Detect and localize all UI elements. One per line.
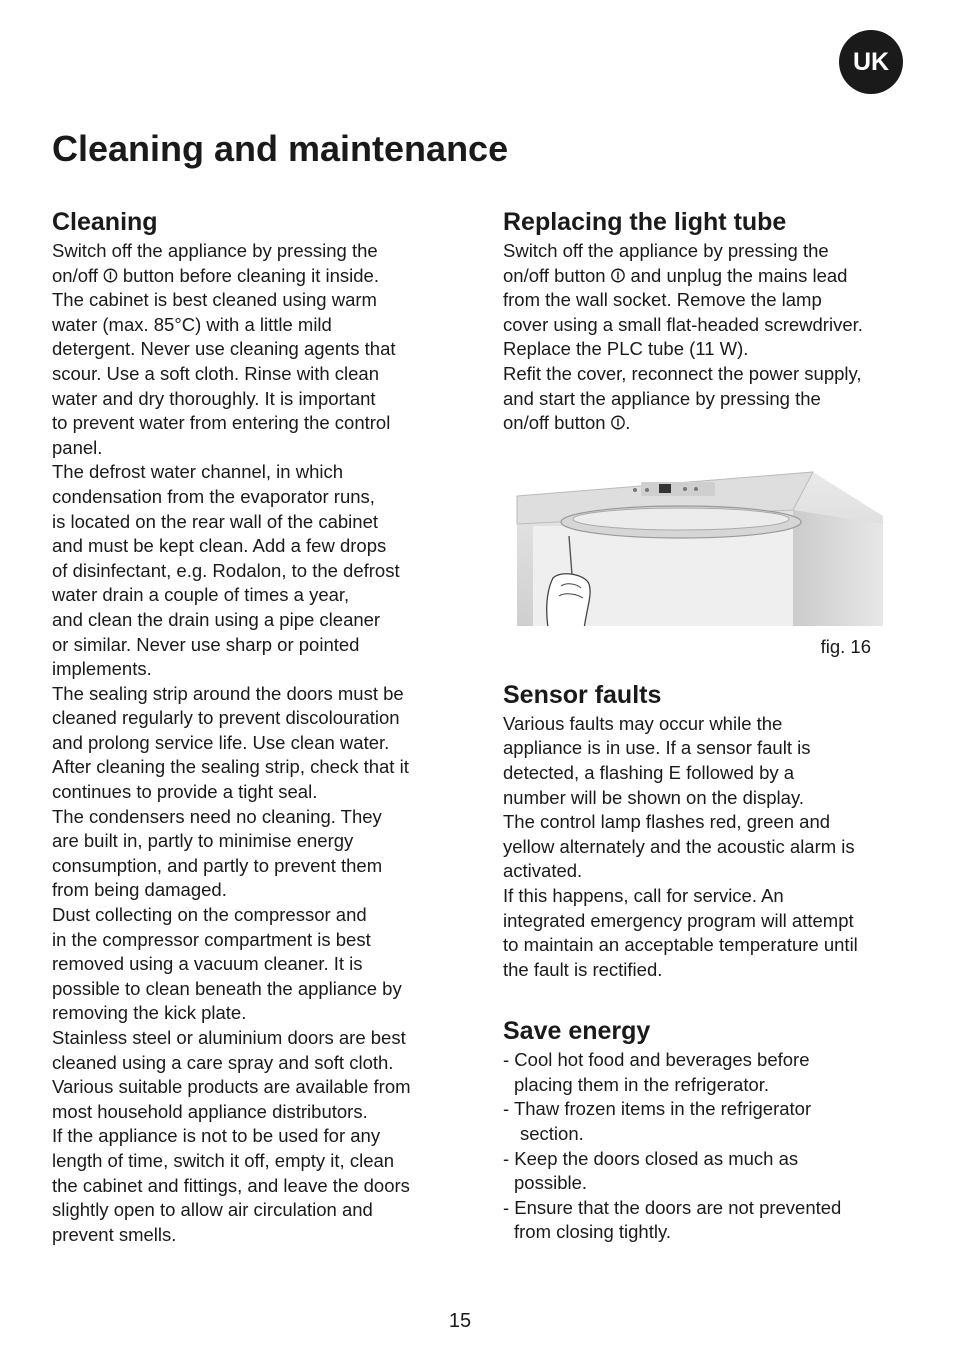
text-line: Stainless steel or aluminium doors are best <box>52 1027 406 1048</box>
text-line: from being damaged. <box>52 879 227 901</box>
list-item: - Ensure that the doors are not prevented <box>503 1196 842 1218</box>
list-item-continuation: from closing tightly. <box>514 1221 671 1243</box>
text-line: The cabinet is best cleaned using warm <box>52 289 377 311</box>
text-line: water (max. 85°C) with a little mild <box>52 313 332 335</box>
text-line: appliance is in use. If a sensor fault is <box>503 737 811 759</box>
text-line: the fault is rectified. <box>503 958 663 980</box>
text-line: is located on the rear wall of the cabinet <box>52 510 378 532</box>
right-column <box>503 206 923 1245</box>
text-line: implements. <box>52 658 152 680</box>
list-item: - Keep the doors closed as much as <box>503 1147 799 1169</box>
text-line: The control lamp flashes red, green and <box>503 811 831 833</box>
figure-caption: fig. 16 <box>820 635 871 657</box>
text-line: on/off button ⏼. <box>503 412 631 434</box>
text-line: Refit the cover, reconnect the power supply, <box>503 362 862 384</box>
cleaning-heading: Cleaning <box>52 208 158 236</box>
text-line: cleaned regularly to prevent discolouration <box>52 707 400 729</box>
figure-light-tube <box>503 466 883 657</box>
text-line: and prolong service life. Use clean water. <box>52 731 390 753</box>
sensor-text <box>503 712 923 983</box>
text-line: detergent. Never use cleaning agents that <box>52 338 396 360</box>
list-item-continuation: possible. <box>514 1172 588 1194</box>
text-line: of disinfectant, e.g. Rodalon, to the defrost <box>52 559 400 581</box>
text-line: or similar. Never use sharp or pointed <box>52 633 360 655</box>
text-line: length of time, switch it off, empty it, clean <box>52 1149 395 1171</box>
list-item: - Thaw frozen items in the refrigerator <box>503 1098 812 1120</box>
list-item: - Cool hot food and beverages before <box>503 1049 810 1071</box>
text-line: possible to clean beneath the appliance by <box>52 977 402 999</box>
text-line: slightly open to allow air circulation and <box>52 1199 373 1221</box>
text-line: removed using a vacuum cleaner. It is <box>52 953 363 975</box>
text-line: consumption, and partly to prevent them <box>52 854 383 876</box>
left-column <box>52 206 472 1247</box>
text-line: in the compressor compartment is best <box>52 928 371 950</box>
language-badge: UK <box>839 30 903 94</box>
text-line: After cleaning the sealing strip, check that it <box>52 756 409 778</box>
text-line: to prevent water from entering the control <box>52 412 391 434</box>
text-line: are built in, partly to minimise energy <box>52 830 354 852</box>
text-line: If this happens, call for service. An <box>503 884 784 906</box>
text-line: cover using a small flat-headed screwdriver. <box>503 313 863 335</box>
text-line: to maintain an acceptable temperature until <box>503 934 858 956</box>
text-line: removing the kick plate. <box>52 1002 247 1024</box>
light-tube-text <box>503 239 923 436</box>
text-line: water and dry thoroughly. It is important <box>52 387 376 409</box>
text-line: Various suitable products are available from <box>52 1076 411 1098</box>
text-line: water drain a couple of times a year, <box>52 584 350 606</box>
text-line: If the appliance is not to be used for any <box>52 1125 381 1147</box>
text-line: detected, a flashing E followed by a <box>503 761 795 783</box>
list-item-continuation: placing them in the refrigerator. <box>514 1073 770 1095</box>
text-line: activated. <box>503 860 583 882</box>
text-line: and must be kept clean. Add a few drops <box>52 535 387 557</box>
list-item-continuation: section. <box>520 1123 584 1145</box>
text-line: most household appliance distributors. <box>52 1100 368 1122</box>
light-tube-heading: Replacing the light tube <box>503 208 787 236</box>
text-line: panel. <box>52 436 103 458</box>
text-line: Switch off the appliance by pressing the <box>503 240 829 261</box>
sensor-heading: Sensor faults <box>503 680 662 709</box>
text-line: Switch off the appliance by pressing the <box>52 240 378 261</box>
text-line: The defrost water channel, in which <box>52 461 344 483</box>
text-line: Replace the PLC tube (11 W). <box>503 338 749 360</box>
text-line: Dust collecting on the compressor and <box>52 904 367 926</box>
text-line: continues to provide a tight seal. <box>52 781 318 803</box>
cleaning-text <box>52 239 472 1247</box>
page-title: Cleaning and maintenance <box>52 128 509 169</box>
energy-heading: Save energy <box>503 1017 651 1046</box>
text-line: cleaned using a care spray and soft cloth. <box>52 1051 394 1073</box>
text-line: scour. Use a soft cloth. Rinse with clean <box>52 362 379 384</box>
text-line: yellow alternately and the acoustic alarm is <box>503 835 855 857</box>
text-line: on/off ⏼ button before cleaning it inside. <box>52 264 379 286</box>
text-line: on/off button ⏼ and unplug the mains lead <box>503 264 848 286</box>
text-line: from the wall socket. Remove the lamp <box>503 289 822 311</box>
energy-tips-list <box>503 1048 923 1245</box>
text-line: and start the appliance by pressing the <box>503 387 821 409</box>
text-line: Various faults may occur while the <box>503 712 783 734</box>
fridge-lamp-illustration <box>503 466 883 646</box>
text-line: condensation from the evaporator runs, <box>52 485 375 507</box>
text-line: number will be shown on the display. <box>503 786 804 808</box>
text-line: The sealing strip around the doors must be <box>52 682 404 704</box>
text-line: integrated emergency program will attempt <box>503 909 854 931</box>
text-line: The condensers need no cleaning. They <box>52 805 382 827</box>
page-number: 15 <box>448 1310 472 1332</box>
text-line: prevent smells. <box>52 1223 177 1245</box>
text-line: and clean the drain using a pipe cleaner <box>52 608 381 630</box>
text-line: the cabinet and fittings, and leave the doors <box>52 1174 410 1196</box>
